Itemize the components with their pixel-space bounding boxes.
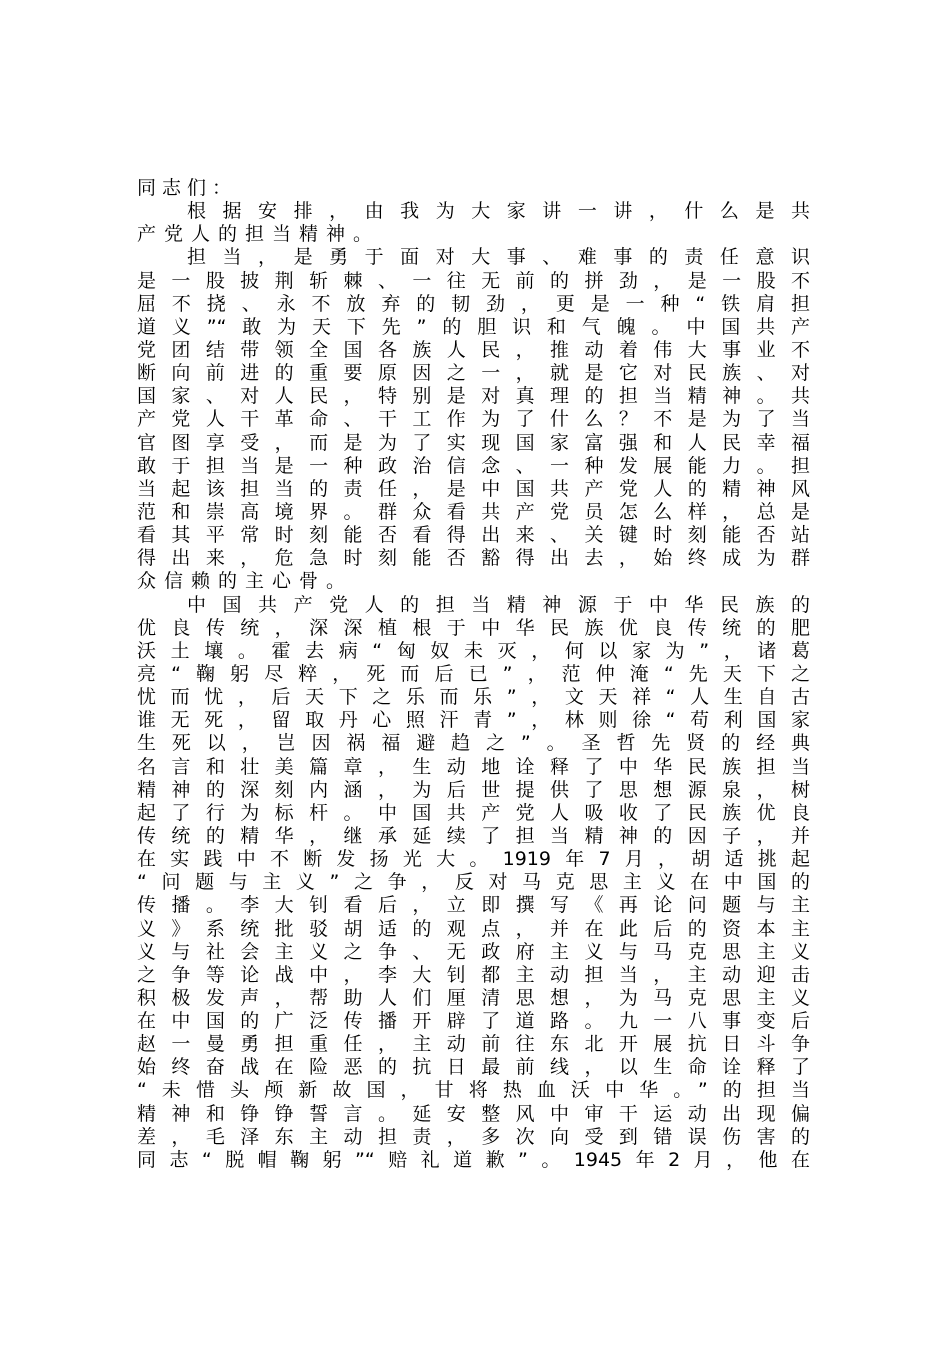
paragraph-line: 官图享受，而是为了实现国家富强和人民幸福 (137, 431, 810, 454)
paragraph-line: 优良传统，深深植根于中华民族优良传统的肥 (137, 616, 810, 639)
paragraph-line: 众信赖的主心骨。 (137, 570, 354, 593)
paragraph-line: “问题与主义”之争，反对马克思主义在中国的 (137, 871, 810, 894)
paragraph-line: 是一股披荆斩棘、一往无前的拼劲，是一股不 (137, 269, 810, 292)
paragraph-line: 沃土壤。霍去病“匈奴未灭，何以家为”，诸葛 (137, 639, 810, 662)
paragraph-line: 看其平常时刻能否看得出来、关键时刻能否站 (137, 524, 810, 547)
paragraph-line: 在实践中不断发扬光大。1919年7月，胡适挑起 (137, 848, 810, 871)
paragraph-line: 精神的深刻内涵，为后世提供了思想源泉，树 (137, 778, 810, 801)
paragraph-line: 精神和铮铮誓言。延安整风中审干运动出现偏 (137, 1102, 810, 1125)
paragraph-line: 在中国的广泛传播开辟了道路。九一八事变后 (137, 1010, 810, 1033)
paragraph-line: 得出来，危急时刻能否豁得出去，始终成为群 (137, 547, 810, 570)
paragraph-line: 义与社会主义之争、无政府主义与马克思主义 (137, 940, 810, 963)
paragraph-line: 忧而忧，后天下之乐而乐”，文天祥“人生自古 (137, 686, 810, 709)
paragraph-line: 义》系统批驳胡适的观点，并在此后的资本主 (137, 917, 810, 940)
paragraph-line: 担当，是勇于面对大事、难事的责任意识 (187, 246, 810, 269)
salutation-line: 同志们： (137, 177, 238, 199)
paragraph-line: 赵一曼勇担重任，主动前往东北开展抗日斗争 (137, 1033, 810, 1056)
document-body (137, 177, 810, 1172)
paragraph-line: 同志“脱帽鞠躬”“赔礼道歉”。1945年2月，他在 (137, 1148, 810, 1171)
paragraph-line: 断向前进的重要原因之一，就是它对民族、对 (137, 362, 810, 385)
paragraph-line: 始终奋战在险恶的抗日最前线，以生命诠释了 (137, 1056, 810, 1079)
paragraph-line: 生死以，岂因祸福避趋之”。圣哲先贤的经典 (137, 732, 810, 755)
paragraph-line: 产党人干革命、干工作为了什么？不是为了当 (137, 408, 810, 431)
paragraph-line: 屈不挠、永不放弃的韧劲，更是一种“铁肩担 (137, 292, 810, 315)
paragraph-line: 中国共产党人的担当精神源于中华民族的 (187, 593, 810, 616)
paragraph-line: 传播。李大钊看后，立即撰写《再论问题与主 (137, 894, 810, 917)
paragraph-line: 根据安排，由我为大家讲一讲，什么是共 (187, 200, 810, 223)
paragraph-line: 之争等论战中，李大钊都主动担当，主动迎击 (137, 963, 810, 986)
paragraph-line: 当起该担当的责任，是中国共产党人的精神风 (137, 477, 810, 500)
paragraph-line: 谁无死，留取丹心照汗青”，林则徐“苟利国家 (137, 709, 810, 732)
paragraph-line: 党团结带领全国各族人民，推动着伟大事业不 (137, 338, 810, 361)
paragraph-line: 亮“鞠躬尽粹，死而后已”，范仲淹“先天下之 (137, 662, 810, 685)
paragraph-line: “未惜头颅新故国，甘将热血沃中华。”的担当 (137, 1079, 810, 1102)
paragraph-line: 传统的精华，继承延续了担当精神的因子，并 (137, 824, 810, 847)
paragraph-line: 国家、对人民，特别是对真理的担当精神。共 (137, 385, 810, 408)
paragraph-line: 产党人的担当精神。 (137, 223, 381, 246)
paragraph-line: 名言和壮美篇章，生动地诠释了中华民族担当 (137, 755, 810, 778)
paragraph-line: 差，毛泽东主动担责，多次向受到错误伤害的 (137, 1125, 810, 1148)
paragraph-line: 道义”“敢为天下先”的胆识和气魄。中国共产 (137, 315, 810, 338)
paragraph-line: 积极发声，帮助人们厘清思想，为马克思主义 (137, 986, 810, 1009)
paragraph-line: 范和崇高境界。群众看共产党员怎么样，总是 (137, 500, 810, 523)
paragraph-line: 起了行为标杆。中国共产党人吸收了民族优良 (137, 801, 810, 824)
paragraph-line: 敢于担当是一种政治信念、一种发展能力。担 (137, 454, 810, 477)
